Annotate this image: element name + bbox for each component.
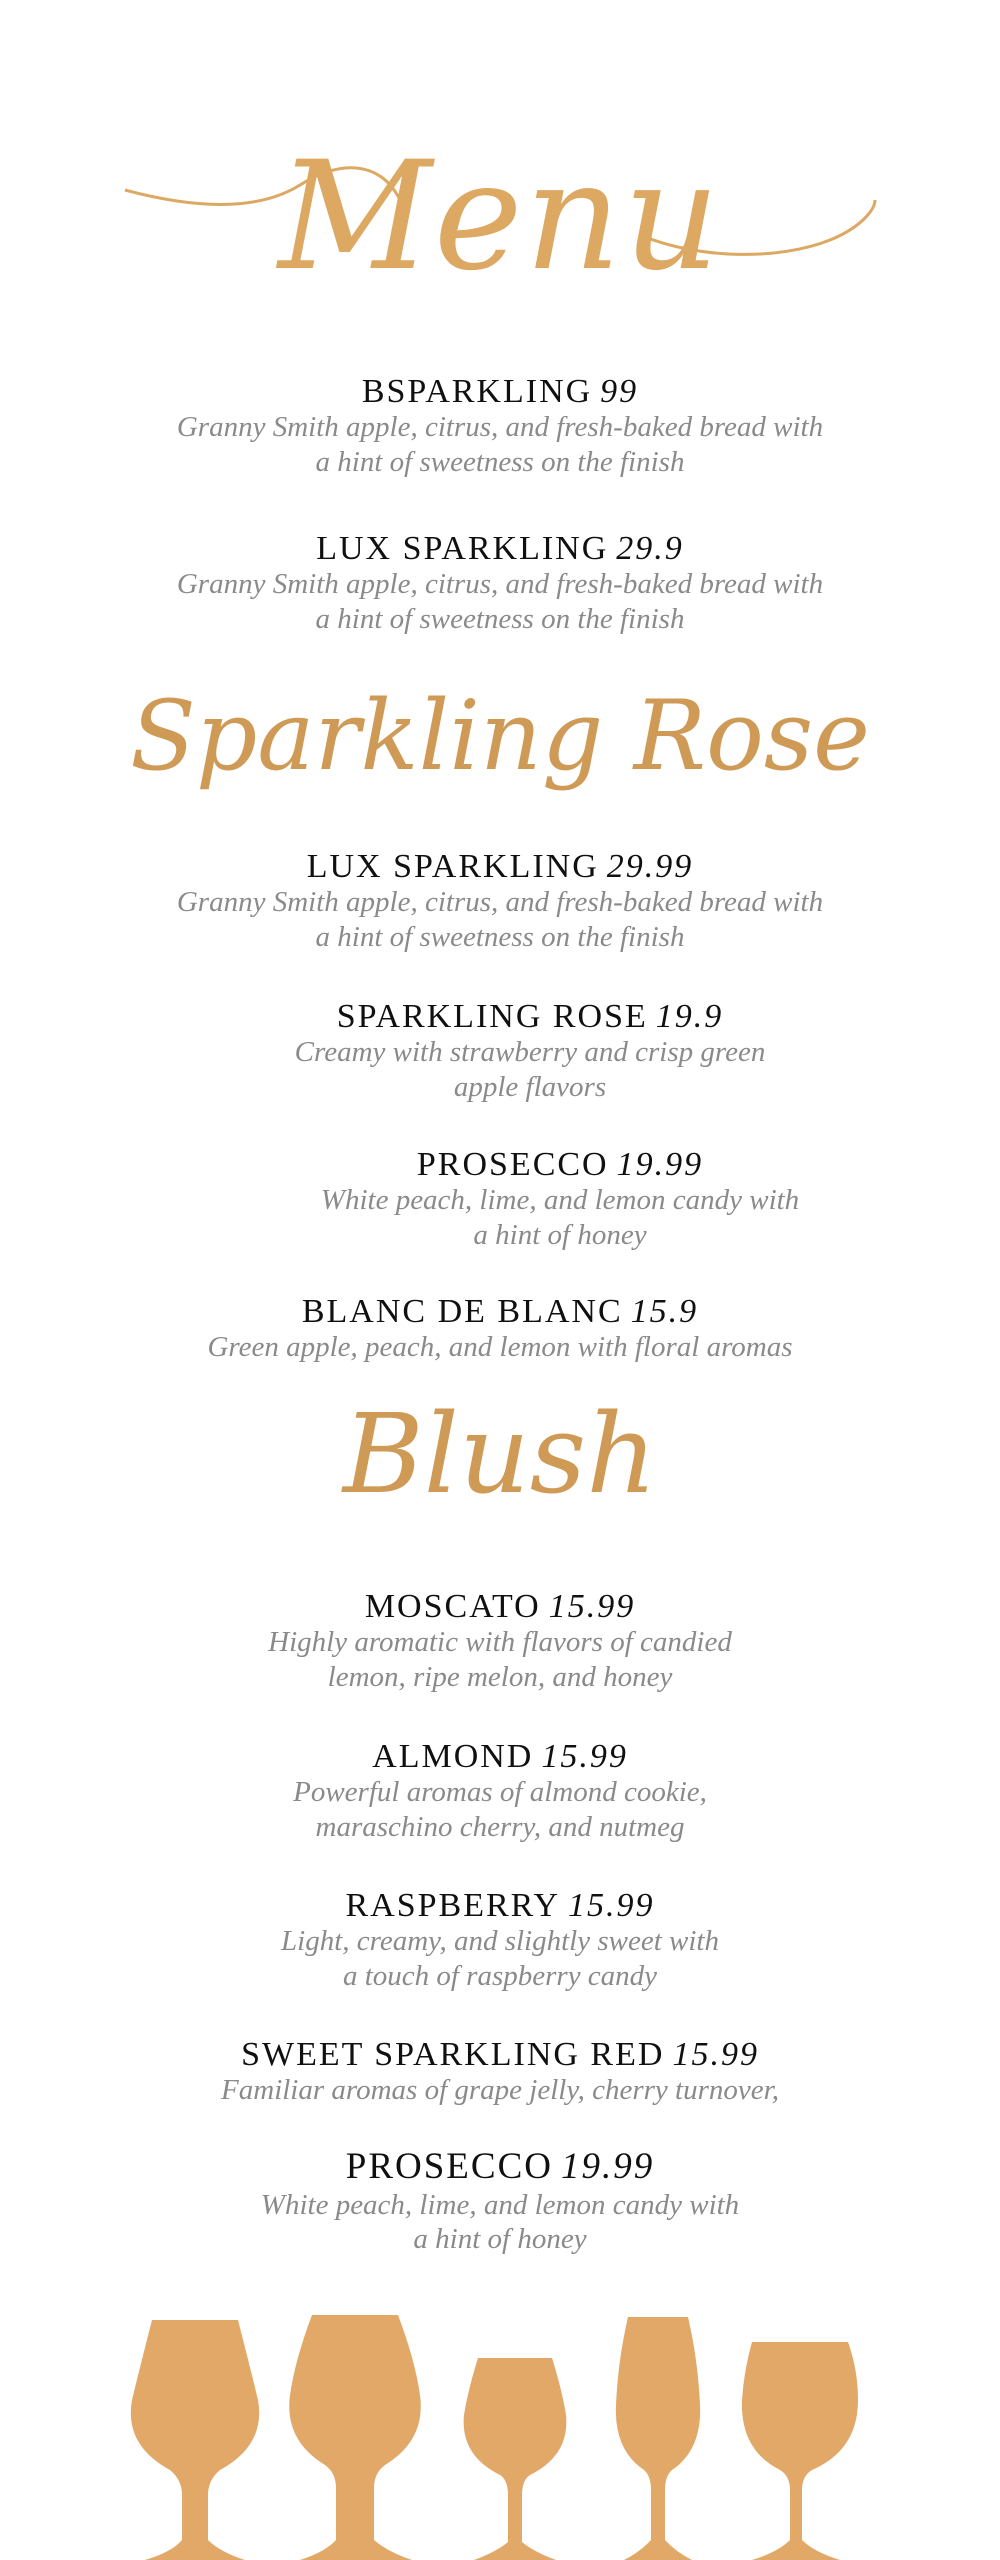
item-name: SWEET SPARKLING RED xyxy=(241,2036,665,2073)
item-description: Green apple, peach, and lemon with floral aromas xyxy=(207,1331,793,1364)
section-title: Blush xyxy=(342,1390,658,1518)
item-heading xyxy=(0,1293,1000,1330)
list-item xyxy=(0,1293,1000,1365)
item-heading xyxy=(60,1146,1000,1183)
list-item xyxy=(0,2147,1000,2257)
item-price: 15.99 xyxy=(568,1887,655,1924)
item-heading xyxy=(0,1738,1000,1775)
item-heading xyxy=(0,1588,1000,1625)
item-description: a hint of sweetness on the finish xyxy=(315,921,685,954)
item-price: 19.99 xyxy=(616,1146,704,1183)
item-description: maraschino cherry, and nutmeg xyxy=(315,1811,685,1844)
list-item xyxy=(60,1146,1000,1253)
item-heading xyxy=(30,998,1000,1035)
item-description: White peach, lime, and lemon candy with xyxy=(260,2188,740,2221)
menu-header xyxy=(0,90,1000,330)
item-price: 29.99 xyxy=(606,848,694,885)
item-price: 15.9 xyxy=(630,1293,699,1330)
list-item xyxy=(30,998,1000,1105)
list-item xyxy=(0,1588,1000,1695)
item-name: ALMOND xyxy=(372,1738,534,1775)
list-item xyxy=(0,530,1000,637)
item-heading xyxy=(0,848,1000,885)
item-price: 19.99 xyxy=(560,2146,655,2187)
menu-title: Menu xyxy=(278,130,722,304)
wine-glass-icon xyxy=(131,2320,259,2560)
item-name: RASPBERRY xyxy=(345,1887,561,1924)
item-description: Highly aromatic with flavors of candied xyxy=(268,1626,732,1659)
item-name: PROSECCO xyxy=(416,1146,609,1183)
item-description: Granny Smith apple, citrus, and fresh-baked bread with xyxy=(176,411,824,444)
item-price: 15.99 xyxy=(541,1738,628,1775)
list-item xyxy=(0,373,1000,480)
item-price: 19.9 xyxy=(655,998,724,1035)
item-description: Granny Smith apple, citrus, and fresh-baked bread with xyxy=(176,568,824,601)
item-name: LUX SPARKLING xyxy=(306,848,599,885)
item-heading xyxy=(0,2036,1000,2073)
item-name: BLANC DE BLANC xyxy=(301,1293,623,1330)
item-name: MOSCATO xyxy=(364,1588,541,1625)
item-heading xyxy=(0,2147,1000,2188)
item-description: apple flavors xyxy=(453,1071,607,1104)
list-item xyxy=(0,2036,1000,2108)
item-name: PROSECCO xyxy=(345,2146,553,2187)
item-heading xyxy=(0,373,1000,410)
item-description: a hint of sweetness on the finish xyxy=(315,603,685,636)
wine-glass-icon xyxy=(742,2342,858,2560)
wine-glass-icon xyxy=(616,2317,700,2560)
item-price: 15.99 xyxy=(672,2036,759,2073)
list-item xyxy=(0,848,1000,955)
item-description: Creamy with strawberry and crisp green xyxy=(294,1036,766,1069)
item-name: SPARKLING ROSE xyxy=(336,998,648,1035)
item-description: a hint of honey xyxy=(413,2223,587,2256)
item-description: Powerful aromas of almond cookie, xyxy=(293,1776,707,1809)
item-description: Granny Smith apple, citrus, and fresh-baked bread with xyxy=(176,886,824,919)
item-description: a touch of raspberry candy xyxy=(342,1960,658,1993)
item-name: BSPARKLING xyxy=(361,373,593,410)
item-price: 15.99 xyxy=(548,1588,636,1625)
wine-glasses-decoration xyxy=(0,2290,1000,2560)
list-item xyxy=(0,1738,1000,1845)
item-heading xyxy=(0,530,1000,567)
item-heading xyxy=(0,1887,1000,1924)
item-description: lemon, ripe melon, and honey xyxy=(327,1661,673,1694)
item-name: LUX SPARKLING xyxy=(316,530,609,567)
item-description: a hint of honey xyxy=(473,1219,647,1252)
wine-glass-icon xyxy=(289,2315,421,2560)
item-description: White peach, lime, and lemon candy with xyxy=(320,1184,800,1217)
item-price: 29.9 xyxy=(616,530,684,567)
section-title: Sparkling Rose xyxy=(130,680,870,792)
wine-glass-icon xyxy=(464,2358,567,2560)
item-description: a hint of sweetness on the finish xyxy=(315,446,685,479)
item-price: 99 xyxy=(600,373,639,410)
list-item xyxy=(0,1887,1000,1994)
item-description: Familiar aromas of grape jelly, cherry turnover, xyxy=(221,2074,779,2107)
item-description: Light, creamy, and slightly sweet with xyxy=(281,1925,719,1958)
